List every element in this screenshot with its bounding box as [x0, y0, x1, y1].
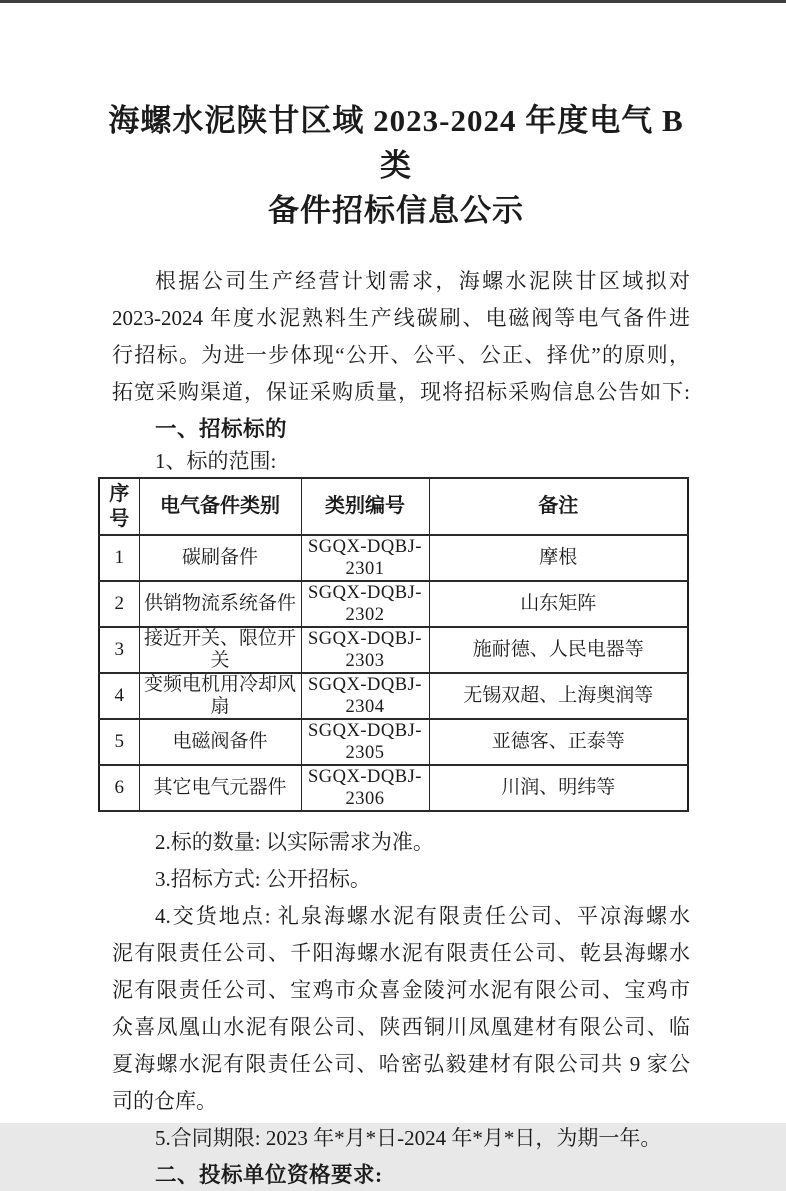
table-row	[99, 535, 688, 581]
table-cell: 2	[99, 581, 139, 627]
table-cell: 其它电气元器件	[139, 765, 301, 811]
table-cell: 摩根	[429, 535, 688, 581]
bid-scope-table	[98, 477, 689, 812]
scope-label: 1、标的范围:	[155, 449, 277, 473]
table-header-cell: 备注	[429, 478, 688, 535]
table-row	[99, 581, 688, 627]
table-cell: 4	[99, 673, 139, 719]
table-body	[99, 535, 688, 811]
text-line: 众喜凤凰山水泥有限公司、陕西铜川凤凰建材有限公司、临	[112, 1015, 690, 1039]
table-header	[99, 478, 688, 535]
table-cell: 碳刷备件	[139, 535, 301, 581]
text-line: 3.招标方式: 公开招标。	[155, 867, 371, 891]
section-1-heading: 一、招标标的	[155, 417, 288, 441]
table-cell: 3	[99, 627, 139, 673]
table-cell: SGQX-DQBJ-2304	[301, 673, 429, 719]
text-line: 司的仓库。	[112, 1089, 217, 1113]
table-cell: SGQX-DQBJ-2306	[301, 765, 429, 811]
text-line: 拓宽采购渠道，保证采购质量，现将招标采购信息公告如下:	[112, 380, 690, 404]
table-header-cell: 序号	[99, 478, 139, 535]
text-line: 4.交货地点: 礼泉海螺水泥有限责任公司、平凉海螺水	[155, 904, 690, 928]
doc-title-line-2: 备件招标信息公示	[268, 193, 524, 228]
text-line: 5.合同期限: 2023 年*月*日-2024 年*月*日，为期一年。	[155, 1126, 662, 1150]
table-cell: SGQX-DQBJ-2303	[301, 627, 429, 673]
table-row	[99, 627, 688, 673]
text-line: 根据公司生产经营计划需求，海螺水泥陕甘区域拟对	[155, 269, 690, 293]
doc-title	[98, 98, 694, 233]
table-row	[99, 765, 688, 811]
scan-artifact-top-line	[0, 0, 786, 3]
table-header-row	[99, 478, 688, 535]
text-line: 2023-2024 年度水泥熟料生产线碳刷、电磁阀等电气备件进	[112, 306, 690, 330]
numbered-items	[112, 824, 690, 1157]
table-cell: 电磁阀备件	[139, 719, 301, 765]
table-row	[99, 673, 688, 719]
text-line: 泥有限责任公司、千阳海螺水泥有限责任公司、乾县海螺水	[112, 941, 690, 965]
doc-title-line-1: 海螺水泥陕甘区域 2023-2024 年度电气 B 类	[108, 103, 684, 183]
text-line: 泥有限责任公司、宝鸡市众喜金陵河水泥有限公司、宝鸡市	[112, 978, 690, 1002]
table-cell: SGQX-DQBJ-2301	[301, 535, 429, 581]
text-line: 行招标。为进一步体现“公开、公平、公正、择优”的原则，	[112, 343, 690, 367]
table-cell: 接近开关、限位开关	[139, 627, 301, 673]
intro-paragraph	[112, 263, 690, 411]
table-cell: SGQX-DQBJ-2305	[301, 719, 429, 765]
section-2-heading: 二、投标单位资格要求:	[155, 1163, 383, 1187]
table-cell: 施耐德、人民电器等	[429, 627, 688, 673]
table-cell: 6	[99, 765, 139, 811]
table-cell: SGQX-DQBJ-2302	[301, 581, 429, 627]
table-cell: 供销物流系统备件	[139, 581, 301, 627]
table-cell: 川润、明纬等	[429, 765, 688, 811]
table-cell: 5	[99, 719, 139, 765]
table-cell: 山东矩阵	[429, 581, 688, 627]
table-header-cell: 电气备件类别	[139, 478, 301, 535]
table-row	[99, 719, 688, 765]
table-cell: 1	[99, 535, 139, 581]
table-cell: 无锡双超、上海奥润等	[429, 673, 688, 719]
text-line: 夏海螺水泥有限责任公司、哈密弘毅建材有限公司共 9 家公	[112, 1052, 690, 1076]
text-line: 2.标的数量: 以实际需求为准。	[155, 830, 434, 854]
table-cell: 变频电机用冷却风扇	[139, 673, 301, 719]
table-cell: 亚德客、正泰等	[429, 719, 688, 765]
table-header-cell: 类别编号	[301, 478, 429, 535]
